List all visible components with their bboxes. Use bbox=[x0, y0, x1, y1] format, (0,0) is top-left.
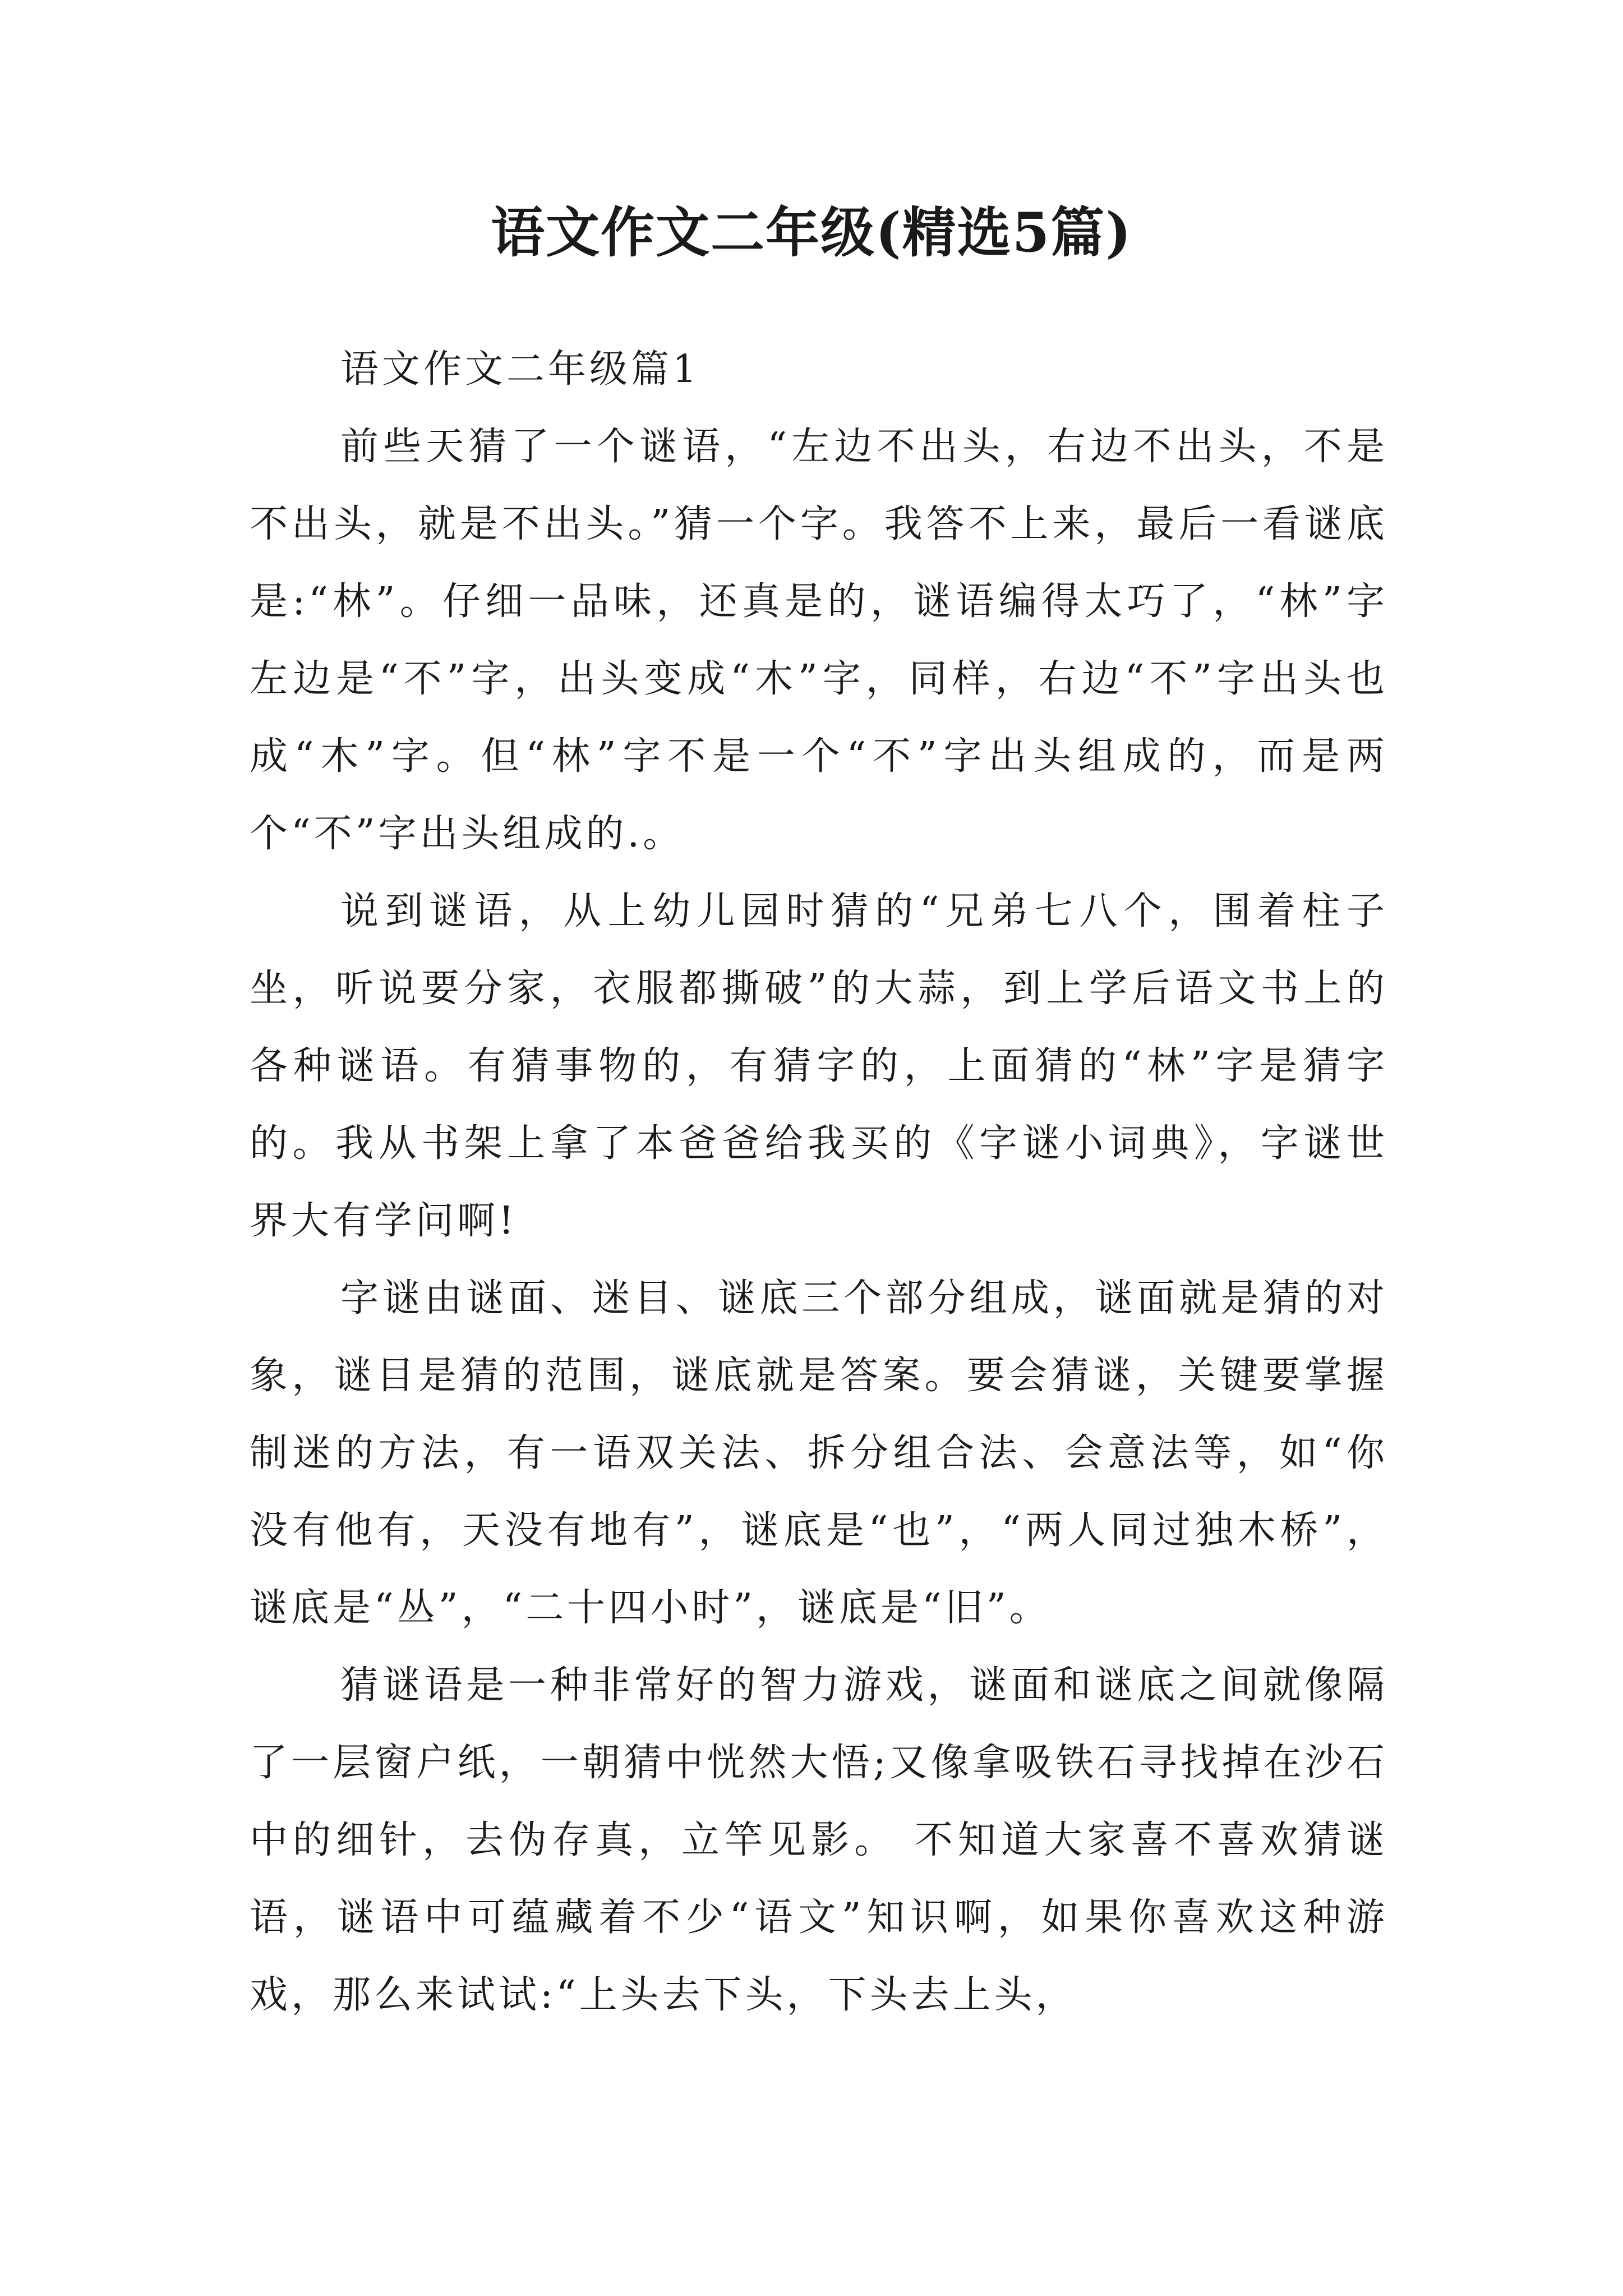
section-heading: 语文作文二年级篇1 bbox=[340, 347, 700, 392]
paragraph: 说到谜语，从上幼儿园时猜的“兄弟七八个，围着柱子坐，听说要分家，衣服都撕破”的大蒜，到上学后语文书上的各种谜语。有猜事物的，有猜字的，上面猜的“林”字是猜字的。我从书架上拿了本爸爸给我买的《字谜小词典》，字谜世界大有学问啊! bbox=[250, 889, 1388, 1243]
paragraph: 前些天猜了一个谜语，“左边不出头，右边不出头，不是不出头，就是不出头。”猜一个字。我答不上来，最后一看谜底是:“林”。仔细一品味，还真是的，谜语编得太巧了，“林”字左边是“不”字，出头变成“木”字，同样，右边“不”字出头也成“木”字。但“林”字不是一个“不”字出头组成的，而是两个“不”字出头组成的.。 bbox=[250, 425, 1388, 856]
paragraph: 字谜由谜面、迷目、谜底三个部分组成，谜面就是猜的对象，谜目是猜的范围，谜底就是答案。要会猜谜，关键要掌握制迷的方法，有一语双关法、拆分组合法、会意法等，如“你没有他有，天没有地有”，谜底是“也”，“两人同过独木桥”，谜底是“丛”，“二十四小时”，谜底是“旧”。 bbox=[250, 1276, 1388, 1630]
document-body bbox=[250, 331, 1388, 2034]
document-title: 语文作文二年级(精选5篇) bbox=[491, 201, 1132, 264]
paragraph: 猜谜语是一种非常好的智力游戏，谜面和谜底之间就像隔了一层窗户纸，一朝猜中恍然大悟;又像拿吸铁石寻找掉在沙石中的细针，去伪存真，立竿见影。 不知道大家喜不喜欢猜谜语，谜语中可蕴藏着不少“语文”知识啊，如果你喜欢这种游戏，那么来试试:“上头去下头，下头去上头， bbox=[250, 1663, 1388, 2017]
